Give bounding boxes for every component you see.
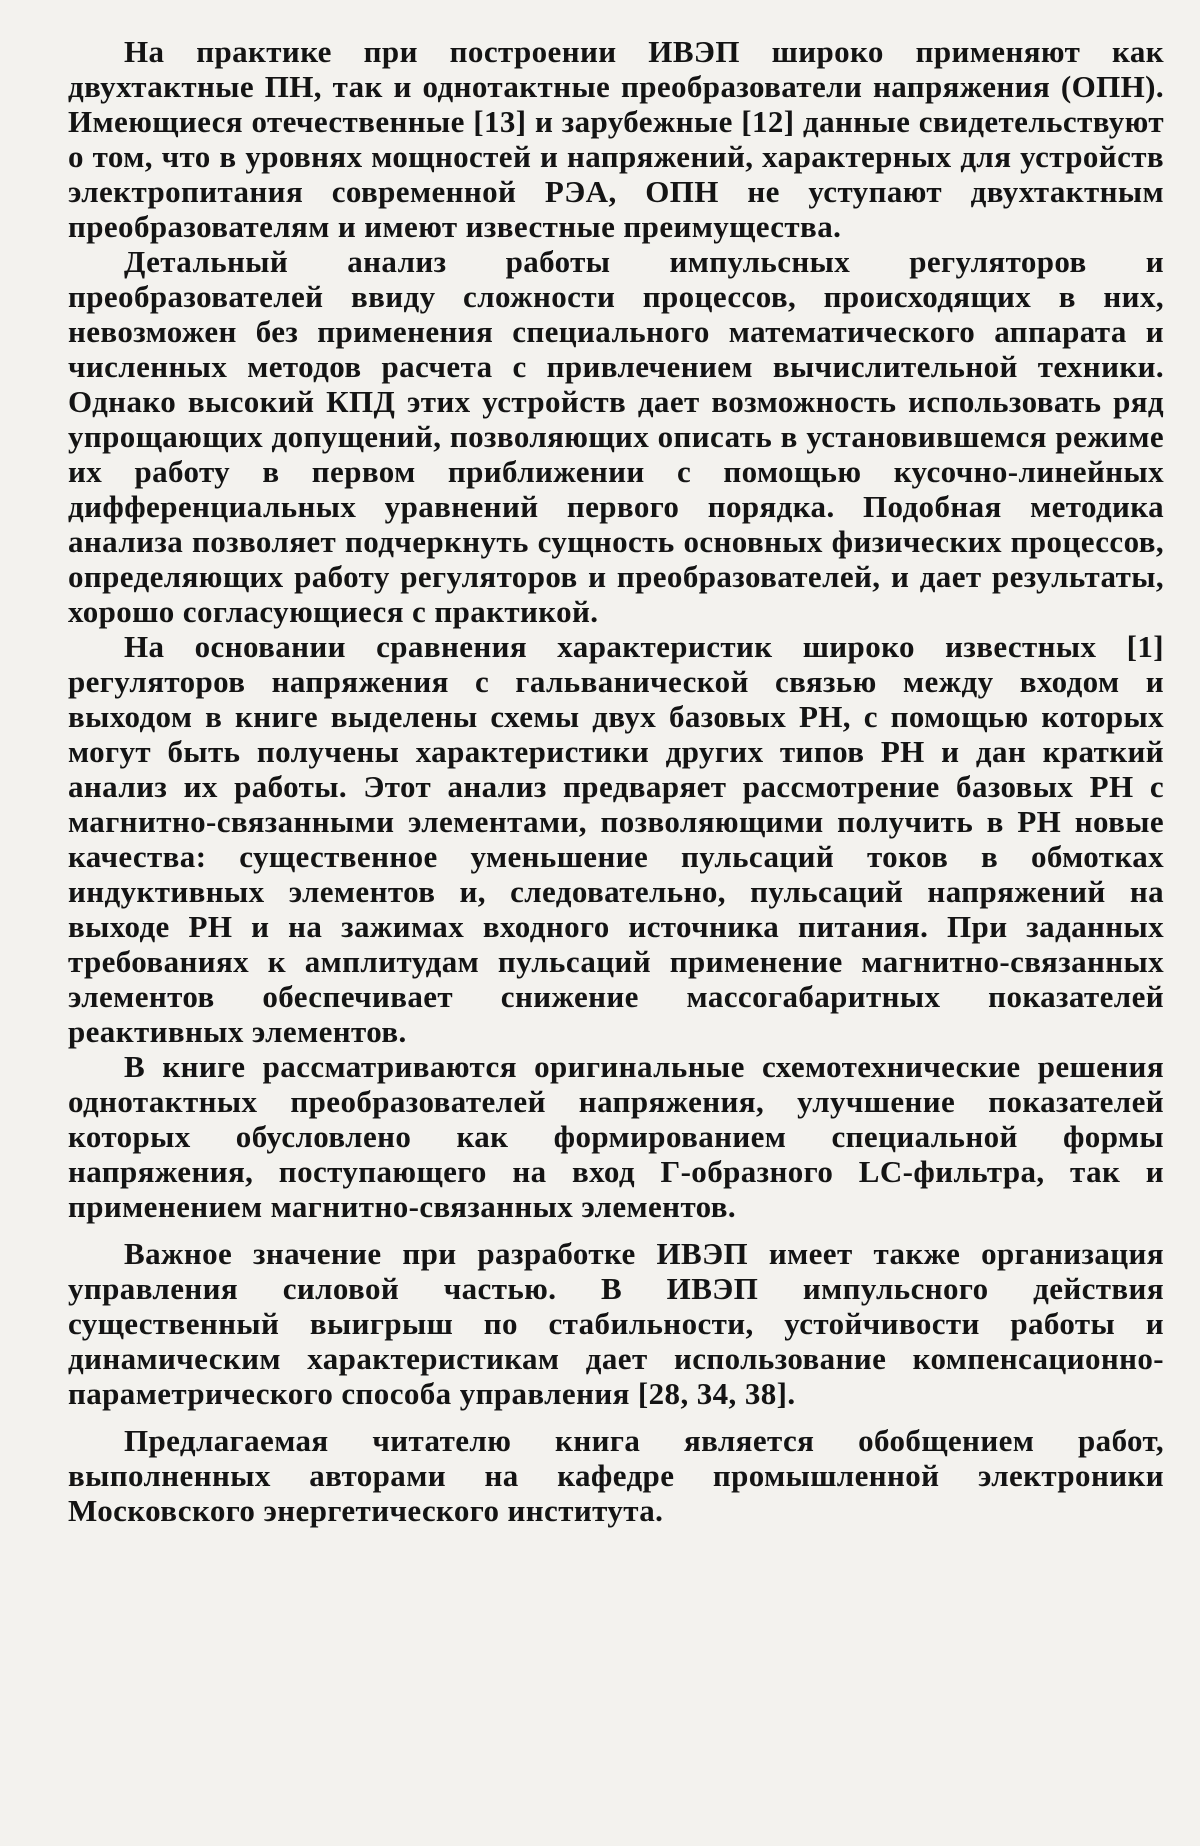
paragraph-4: В книге рассматриваются оригинальные схемотехнические решения однотактных преобразователей напряжения, улучшение показателей которых обусловлено как формированием специальной формы напряжения, поступающего на вход Г-образного LC-фильтра, так и применением магнитно-связанных элементов. [68, 1049, 1164, 1224]
paragraph-3: На основании сравнения характеристик широко известных [1] регуляторов напряжения с гальванической связью между входом и выходом в книге выделены схемы двух базовых РН, с помощью которых могут быть получены характеристики других типов РН и дан краткий анализ их работы. Этот анализ предваряет рассмотрение базовых РН с магнитно-связанными элементами, позволяющими получить в РН новые качества: существенное уменьшение пульсаций токов в обмотках индуктивных элементов и, следовательно, пульсаций напряжений на выходе РН и на зажимах входного источника питания. При заданных требованиях к амплитудам пульсаций применение магнитно-связанных элементов обеспечивает снижение массогабаритных показателей реактивных элементов. [68, 629, 1164, 1049]
body-text [68, 34, 1164, 1528]
paragraph-6: Предлагаемая читателю книга является обобщением работ, выполненных авторами на кафедре промышленной электроники Московского энергетического института. [68, 1423, 1164, 1528]
paragraph-2: Детальный анализ работы импульсных регуляторов и преобразователей ввиду сложности процессов, происходящих в них, невозможен без применения специального математического аппарата и численных методов расчета с привлечением вычислительной техники. Однако высокий КПД этих устройств дает возможность использовать ряд упрощающих допущений, позволяющих описать в установившемся режиме их работу в первом приближении с помощью кусочно-линейных дифференциальных уравнений первого порядка. Подобная методика анализа позволяет подчеркнуть сущность основных физических процессов, определяющих работу регуляторов и преобразователей, и дает результаты, хорошо согласующиеся с практикой. [68, 244, 1164, 629]
paragraph-1: На практике при построении ИВЭП широко применяют как двухтактные ПН, так и однотактные преобразователи напряжения (ОПН). Имеющиеся отечественные [13] и зарубежные [12] данные свидетельствуют о том, что в уровнях мощностей и напряжений, характерных для устройств электропитания современной РЭА, ОПН не уступают двухтактным преобразователям и имеют известные преимущества. [68, 34, 1164, 244]
paragraph-5: Важное значение при разработке ИВЭП имеет также организация управления силовой частью. В ИВЭП импульсного действия существенный выигрыш по стабильности, устойчивости работы и динамическим характеристикам дает использование компенсационно-параметрического способа управления [28, 34, 38]. [68, 1236, 1164, 1411]
